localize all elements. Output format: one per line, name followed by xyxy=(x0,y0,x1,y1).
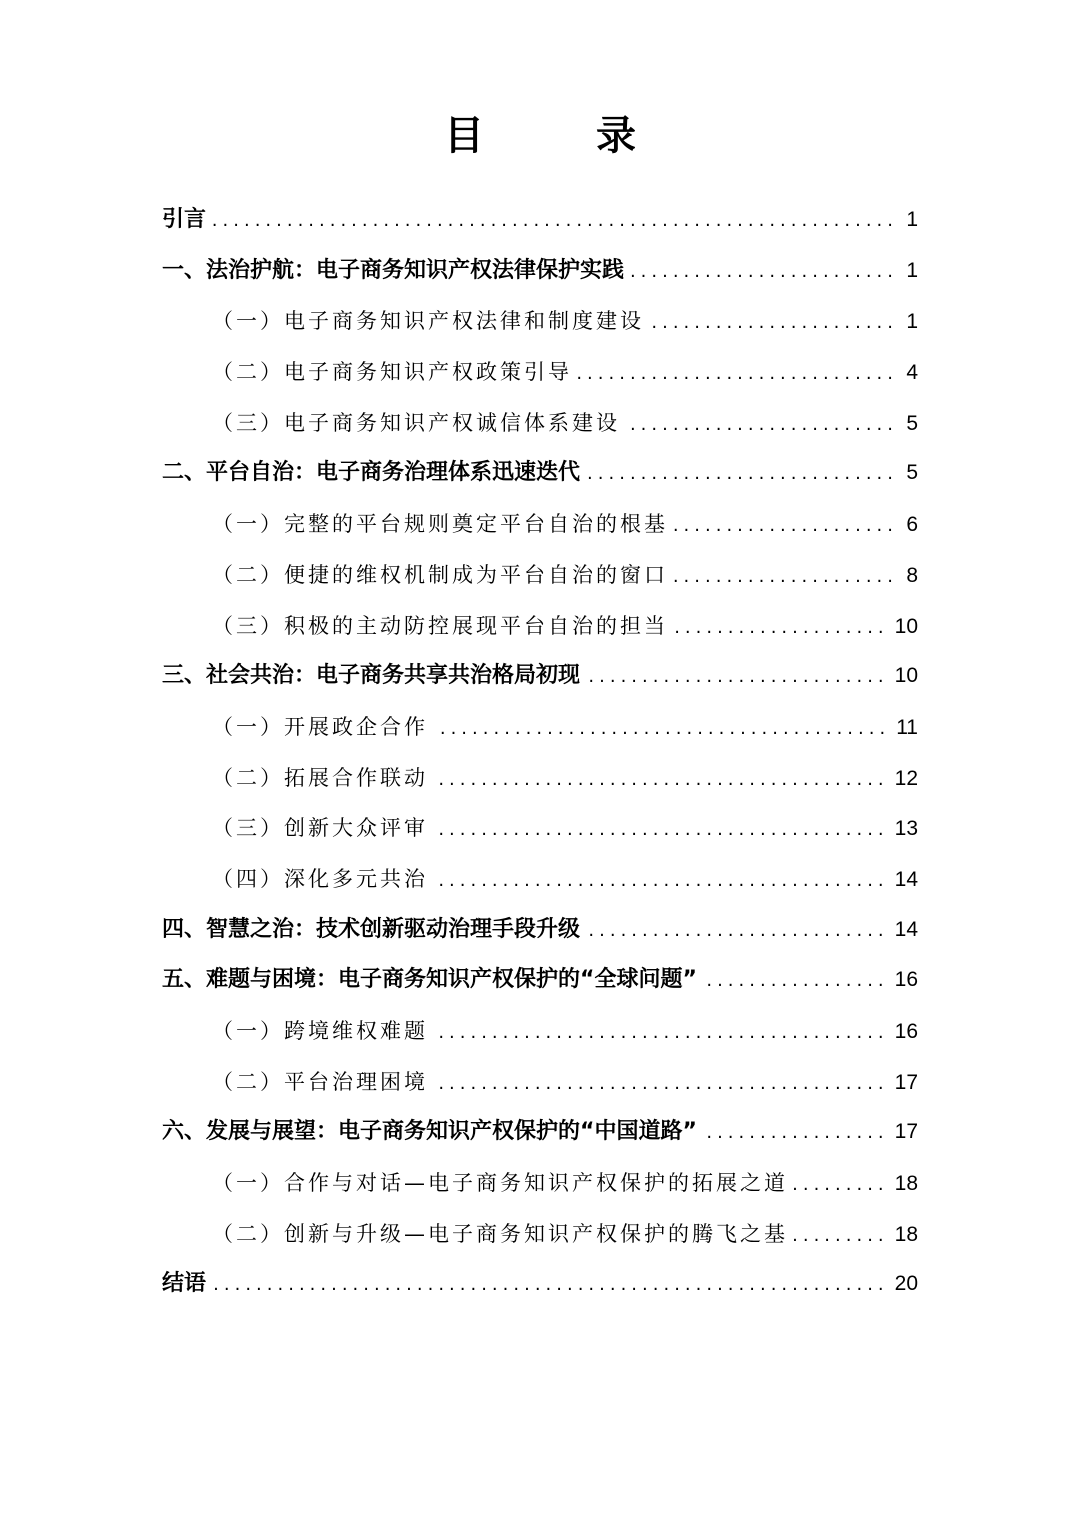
toc-page-number: 14 xyxy=(894,917,918,941)
toc-chapter-entry[interactable] xyxy=(162,195,918,246)
toc-page-number: 11 xyxy=(896,715,918,739)
toc-entry-label: （一）跨境维权难题 xyxy=(212,1019,428,1043)
toc-page-number: 18 xyxy=(894,1172,918,1196)
toc-dot-leader xyxy=(674,603,889,654)
toc-section-entry[interactable] xyxy=(162,702,918,753)
toc-section-entry[interactable] xyxy=(162,601,918,652)
toc-entry-label: （一）合作与对话—电子商务知识产权保护的拓展之道 xyxy=(212,1171,788,1196)
toc-dot-leader xyxy=(794,1160,889,1211)
toc-page-number: 1 xyxy=(906,258,918,282)
toc-page-number: 14 xyxy=(894,867,918,891)
toc-dot-leader xyxy=(703,956,889,1007)
toc-chapter-entry[interactable] xyxy=(162,651,918,702)
toc-page-number: 18 xyxy=(894,1222,918,1246)
toc-entry-label: （二）电子商务知识产权政策引导 xyxy=(212,360,572,385)
toc-page-number: 20 xyxy=(894,1272,918,1296)
toc-chapter-entry[interactable] xyxy=(162,246,918,297)
toc-chapter-entry[interactable] xyxy=(162,955,918,1006)
toc-page-number: 13 xyxy=(894,817,918,841)
toc-entry-label: （二）便捷的维权机制成为平台自治的窗口 xyxy=(212,562,668,587)
toc-section-entry[interactable] xyxy=(162,753,918,804)
toc-section-entry[interactable] xyxy=(162,1158,918,1209)
toc-page-number: 4 xyxy=(906,361,918,385)
toc-entry-label: （二）平台治理困境 xyxy=(212,1069,428,1094)
toc-chapter-entry[interactable] xyxy=(162,905,918,956)
toc-entry-label: （一）电子商务知识产权法律和制度建设 xyxy=(212,309,644,334)
toc-entry-label: 结语 xyxy=(162,1271,207,1297)
toc-page-number: 5 xyxy=(906,411,918,435)
toc-entry-label: （二）创新与升级—电子商务知识产权保护的腾飞之基 xyxy=(212,1221,788,1246)
toc-page-number: 1 xyxy=(906,208,918,231)
toc-chapter-entry[interactable] xyxy=(162,1107,918,1158)
toc-dot-leader xyxy=(586,449,898,500)
toc-section-entry[interactable] xyxy=(162,1209,918,1260)
toc-dot-leader xyxy=(434,755,889,806)
toc-entry-label: 三、社会共治：电子商务共享共治格局初现 xyxy=(162,663,581,689)
toc-entry-label: （三）积极的主动防控展现平台自治的担当 xyxy=(212,613,668,638)
toc-page-number: 16 xyxy=(894,968,918,992)
toc-page-number: 10 xyxy=(894,614,918,638)
toc-section-entry[interactable] xyxy=(162,854,918,905)
toc-entry-label: （二）拓展合作联动 xyxy=(212,765,428,790)
toc-entry-label: （三）创新大众评审 xyxy=(212,816,428,841)
toc-entry-label: （四）深化多元共治 xyxy=(212,866,428,891)
toc-page-number: 17 xyxy=(894,1120,918,1144)
toc-entry-label: 五、难题与困境：电子商务知识产权保护的“全球问题” xyxy=(162,967,697,993)
toc-entry-label: 一、法治护航：电子商务知识产权法律保护实践 xyxy=(162,257,625,283)
toc-entry-label: 四、智慧之治：技术创新驱动治理手段升级 xyxy=(162,916,581,942)
toc-entry-label: （一）开展政企合作 xyxy=(212,714,428,739)
toc-section-entry[interactable] xyxy=(162,803,918,854)
toc-section-entry[interactable] xyxy=(162,1006,918,1057)
table-of-contents xyxy=(162,195,918,1310)
toc-dot-leader xyxy=(626,400,898,451)
toc-entry-label: （一）完整的平台规则奠定平台自治的根基 xyxy=(212,512,668,537)
toc-section-entry[interactable] xyxy=(162,1057,918,1108)
toc-page-number: 17 xyxy=(894,1070,918,1094)
page-title: 目 录 xyxy=(444,112,672,159)
toc-page-number: 1 xyxy=(906,310,918,334)
toc-dot-leader xyxy=(650,298,898,349)
toc-dot-leader xyxy=(586,652,889,703)
toc-dot-leader xyxy=(586,906,889,957)
toc-page-number: 6 xyxy=(906,513,918,537)
toc-page-number: 5 xyxy=(906,461,918,485)
toc-chapter-entry[interactable] xyxy=(162,1259,918,1310)
toc-section-entry[interactable] xyxy=(162,499,918,550)
toc-dot-leader xyxy=(578,349,898,400)
toc-page-number: 10 xyxy=(894,664,918,688)
toc-dot-leader xyxy=(434,1059,889,1110)
toc-page-number: 16 xyxy=(894,1020,918,1043)
toc-dot-leader xyxy=(703,1108,889,1159)
toc-dot-leader xyxy=(674,501,898,552)
toc-page-number: 8 xyxy=(906,563,918,587)
toc-dot-leader xyxy=(212,1260,889,1311)
toc-dot-leader xyxy=(434,704,890,755)
toc-entry-label: 二、平台自治：电子商务治理体系迅速迭代 xyxy=(162,460,581,486)
toc-section-entry[interactable] xyxy=(162,296,918,347)
toc-dot-leader xyxy=(630,247,898,298)
toc-entry-label: 引言 xyxy=(162,207,207,232)
toc-dot-leader xyxy=(434,805,889,856)
toc-section-entry[interactable] xyxy=(162,347,918,398)
toc-dot-leader xyxy=(794,1211,889,1262)
toc-dot-leader xyxy=(674,552,898,603)
toc-section-entry[interactable] xyxy=(162,550,918,601)
toc-dot-leader xyxy=(212,196,898,247)
toc-dot-leader xyxy=(434,856,889,907)
toc-entry-label: 六、发展与展望：电子商务知识产权保护的“中国道路” xyxy=(162,1119,697,1145)
toc-page-number: 12 xyxy=(894,766,918,790)
toc-dot-leader xyxy=(434,1008,889,1059)
toc-entry-label: （三）电子商务知识产权诚信体系建设 xyxy=(212,410,620,435)
toc-chapter-entry[interactable] xyxy=(162,448,918,499)
toc-section-entry[interactable] xyxy=(162,398,918,449)
